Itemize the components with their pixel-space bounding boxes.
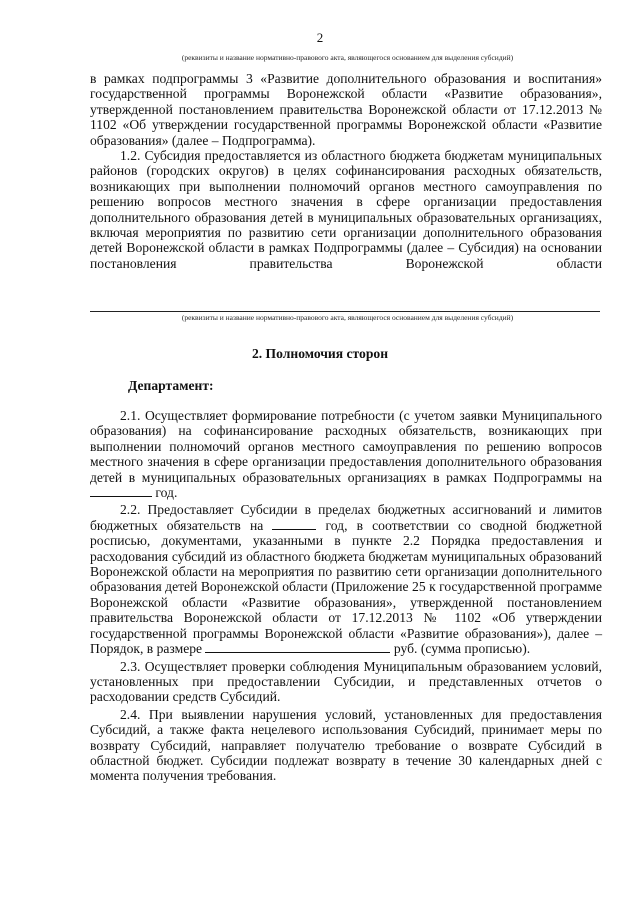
paragraph-2-4: 2.4. При выявлении нарушения условий, установленных для предоставления Субсидий, а также факта нецелевого использования Субсидий, принимает меры по возврату Субсидий, направляет получателю требование о возврате Субсидий в областной бюджет. Субсидии подлежат возврату в течение 30 календарных дней с момента получения требования. (90, 706, 602, 784)
paragraph-2-2 (90, 502, 602, 656)
paragraph-2-2-tail: руб. (сумма прописью). (393, 641, 531, 657)
paragraph-2-3: 2.3. Осуществляет проверки соблюдения Муниципальным образованием условий, установленных при предоставлении Субсидии, и представленных отчетов о расходовании средств Субсидий. (90, 658, 602, 705)
section-2-text (90, 408, 602, 786)
paragraph-intro: в рамках подпрограммы 3 «Развитие дополнительного образования и воспитания» государственной программы Воронежской области «Развитие образования», утвержденной постановлением правительства Воронежской области от 17.12.2013 № 1102 «Об утверждении государственной программы Воронежской области «Развитие образования» (далее – Подпрограмма). (90, 71, 602, 148)
requisites-underline (90, 311, 600, 312)
department-label: Департамент: (128, 378, 214, 393)
page-number: 2 (316, 30, 324, 45)
paragraph-2-1-tail: год. (155, 485, 178, 501)
year-blank-2 (272, 518, 316, 530)
year-blank (90, 485, 152, 497)
paragraph-2-2-text: 2.2. Предоставляет Субсидии в пределах бюджетных ассигнований и лимитов бюджетных обязательств на (90, 502, 602, 533)
paragraph-2-1 (90, 408, 602, 500)
section-title: 2. Полномочия сторон (251, 346, 389, 361)
requisites-caption-top: (реквизиты и название нормативно-правового акта, являющегося основанием для выделения субсидий) (181, 53, 514, 62)
amount-blank (205, 641, 390, 653)
paragraph-2-1-text: 2.1. Осуществляет формирование потребности (с учетом заявки Муниципального образования) на софинансирование расходных обязательств, возникающих при выполнении полномочий органов местного самоуправления по решению вопросов местного значения в сфере организации предоставления дополнительного образования детей в муниципальных образовательных организациях в рамках Подпрограммы на (90, 408, 602, 485)
section-1-text (90, 71, 602, 271)
paragraph-2-2-text-cont: год, в соответствии со сводной бюджетной росписью, документами, указанными в пункте 2.2 Порядка предоставления и расходования субсидий из областного бюджета бюджетам муниципальных образований Воронежской области на мероприятия по развитию сети организации дополнительного образования детей Воронежской области (Приложение 25 к государственной программе Воронежской области «Развитие образования», утвержденной постановлением правительства Воронежской области от 17.12.2013 № 1102 «Об утверждении государственной программы Воронежской области «Развитие образования»), далее – Порядок, в размере (90, 517, 602, 657)
paragraph-1-2: 1.2. Субсидия предоставляется из областного бюджета бюджетам муниципальных районов (городских округов) в целях софинансирования расходных обязательств, возникающих при выполнении полномочий органов местного самоуправления по решению вопросов местного значения в сфере организации предоставления дополнительного образования детей в муниципальных образовательных организациях, включая мероприятия по развитию сети организации дополнительного образования детей Воронежской области в рамках Подпрограммы (далее – Субсидия) на основании постановления правительства Воронежской области (90, 148, 602, 271)
requisites-caption-bottom: (реквизиты и название нормативно-правового акта, являющегося основанием для выделения субсидий) (181, 313, 514, 322)
